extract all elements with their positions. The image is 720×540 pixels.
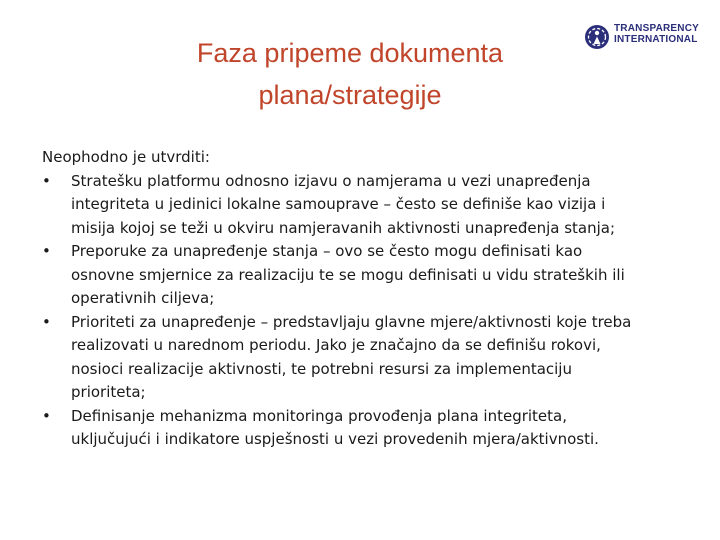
slide-title-line-1: Faza pripeme dokumenta	[196, 38, 504, 68]
list-item-line: Prioriteti za unapređenje – predstavljaju glavne mjere/aktivnosti koje treba	[71, 312, 632, 331]
bullet-icon: •	[42, 171, 51, 190]
list-item-line: uključujući i indikatore uspješnosti u vezi provedenih mjera/aktivnosti.	[71, 430, 599, 448]
list-item-line: Stratešku platformu odnosno izjavu o namjerama u vezi unapređenja	[71, 171, 591, 190]
list-item-line: Preporuke za unapređenje stanja – ovo se često mogu definisati kao	[71, 242, 583, 260]
list-item	[42, 405, 712, 452]
list-item-line: nosioci realizacije aktivnosti, te potrebni resursi za implementaciju	[71, 359, 572, 378]
organization-logo	[584, 20, 708, 56]
slide-title-line-2: plana/strategije	[258, 80, 442, 110]
bullet-icon: •	[42, 242, 51, 260]
list-item-line: realizovati u narednom periodu. Jako je značajno da se definišu rokovi,	[71, 336, 601, 354]
bullet-icon: •	[42, 312, 51, 331]
slide-body	[42, 146, 712, 452]
list-item	[42, 240, 712, 311]
bullet-list	[42, 170, 712, 452]
list-item-line: misija kojoj se teži u okviru namjeravanih aktivnosti unapređenja stanja;	[71, 218, 616, 237]
intro-text: Neophodno je utvrditi:	[42, 148, 210, 166]
list-item-line: operativnih ciljeva;	[71, 289, 215, 307]
list-item-line: Definisanje mehanizma monitoringa provođenja plana integriteta,	[71, 406, 567, 425]
transparency-international-logo-icon	[584, 24, 610, 50]
bullet-icon: •	[42, 406, 51, 425]
list-item	[42, 170, 712, 241]
logo-text-line-2: INTERNATIONAL	[614, 34, 698, 45]
list-item	[42, 311, 712, 405]
slide-title	[140, 32, 560, 116]
list-item-line: integriteta u jedinici lokalne samouprave – često se definiše kao vizija i	[71, 195, 606, 213]
list-item-line: osnovne smjernice za realizaciju te se mogu definisati u vidu strateških ili	[71, 265, 625, 284]
list-item-line: prioriteta;	[71, 383, 146, 401]
logo-text-line-1: TRANSPARENCY	[614, 23, 699, 34]
